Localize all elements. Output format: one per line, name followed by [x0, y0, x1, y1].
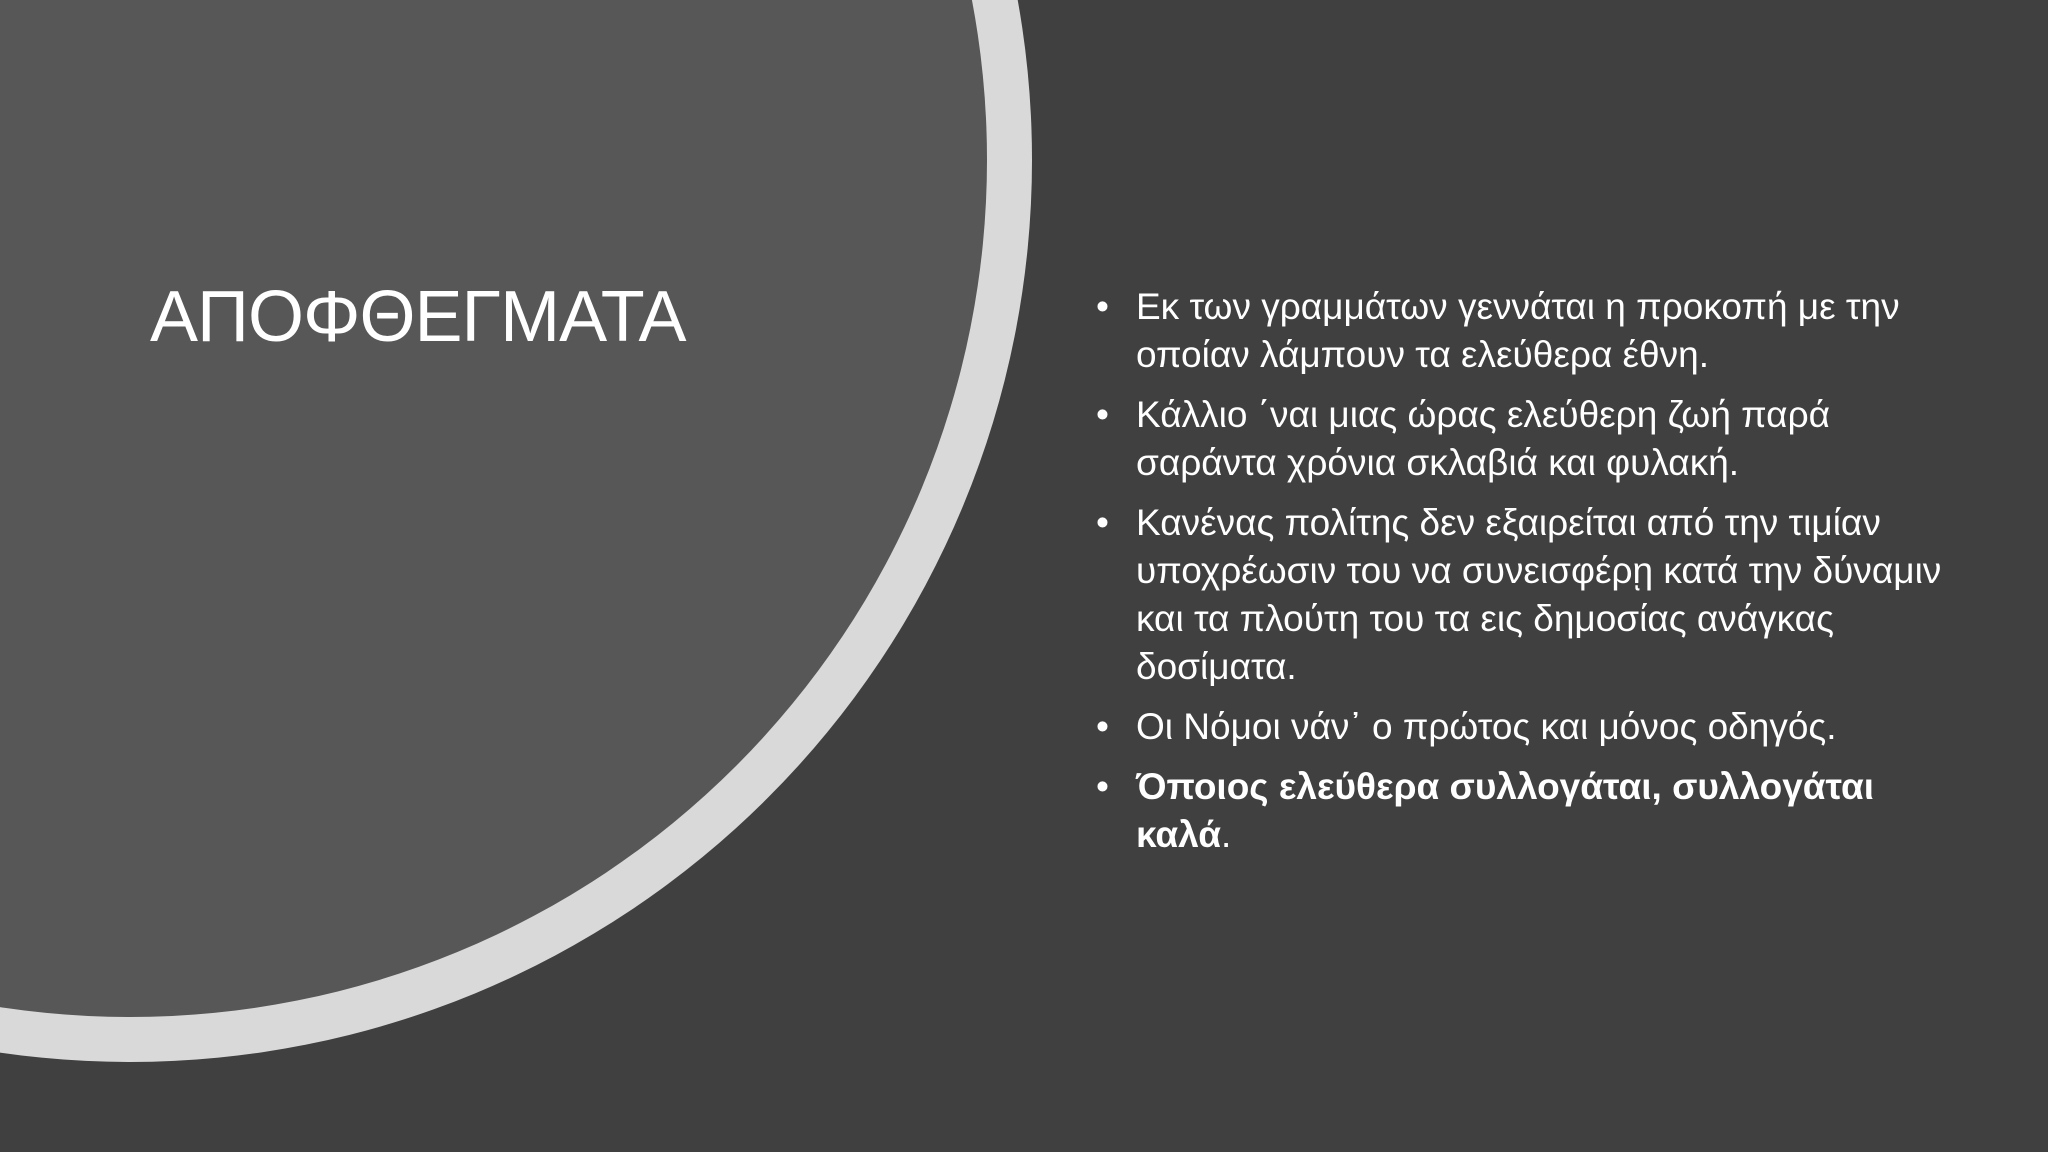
quote-tail: . [1221, 814, 1232, 855]
quote-text-bold: Όποιος ελεύθερα συλλογάται, συλλογάται καλά [1136, 766, 1875, 855]
circle-fill [0, 0, 987, 1017]
quote-text: Κανένας πολίτης δεν εξαιρείται από την τιμίαν υποχρέωσιν του να συνεισφέρῃ κατά την δύναμιν και τα πλούτη του τα εις δημοσίας ανάγκας δοσίματα. [1136, 502, 1942, 687]
quote-item-5 [1096, 763, 1976, 859]
bullet-dot: • [1096, 394, 1109, 435]
quote-item-3 [1096, 499, 1976, 691]
quote-item-2 [1096, 391, 1976, 487]
bullet-dot: • [1096, 286, 1109, 327]
bullet-dot: • [1096, 502, 1109, 543]
bullet-dot: • [1096, 706, 1109, 747]
bullet-dot: • [1096, 766, 1109, 807]
quote-item-4 [1096, 703, 1976, 751]
quote-text: Οι Νόμοι νάν᾽ ο πρώτος και μόνος οδηγός. [1136, 706, 1837, 747]
quote-text: Εκ των γραμμάτων γεννάται η προκοπή με την οποίαν λάμπουν τα ελεύθερα έθνη. [1136, 286, 1900, 375]
quote-list [1096, 283, 1976, 871]
quote-text: Κάλλιο ΄ναι μιας ώρας ελεύθερη ζωή παρά σαράντα χρόνια σκλαβιά και φυλακή. [1136, 394, 1831, 483]
slide-title: ΑΠΟΦΘΕΓΜΑΤΑ [150, 277, 686, 357]
quote-item-1 [1096, 283, 1976, 379]
